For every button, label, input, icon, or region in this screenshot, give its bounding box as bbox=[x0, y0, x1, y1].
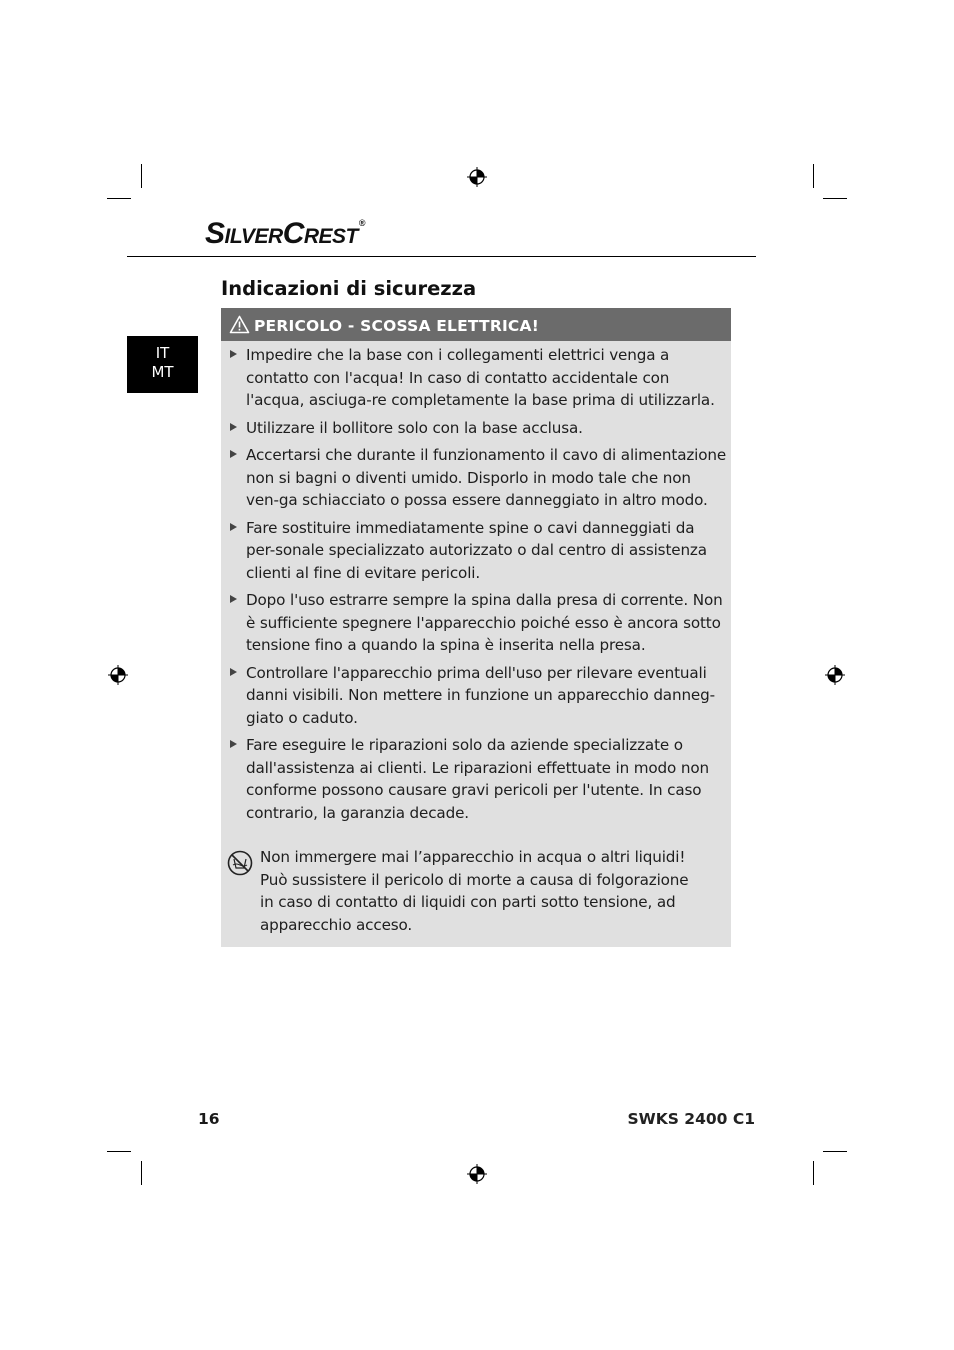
list-item: Impedire che la base con i collegamenti elettrici venga a contatto con l'acqua! In caso di contatto accidentale con l'acqua, asciuga-re completamente la base prima di utilizzarla. bbox=[221, 344, 731, 412]
registration-mark-icon bbox=[825, 665, 845, 685]
list-item: Fare sostituire immediatamente spine o cavi danneggiati da per-sonale specializzato autorizzato o dal centro di assistenza clienti al fine di evitare pericoli. bbox=[221, 517, 731, 585]
language-tab bbox=[127, 336, 198, 393]
bullet-arrow-icon bbox=[230, 423, 237, 431]
crop-mark-icon bbox=[823, 198, 847, 199]
crop-mark-icon bbox=[107, 198, 131, 199]
language-code: MT bbox=[151, 363, 174, 381]
list-item: Fare eseguire le riparazioni solo da aziende specializzate o dall'assistenza ai clienti. Le riparazioni effettuate in modo non conforme possono causare gravi pericoli per l'utente. In caso contrario, la garanzia decade. bbox=[221, 734, 731, 824]
list-item: Accertarsi che durante il funzionamento il cavo di alimentazione non si bagni o diventi umido. Disporlo in modo tale che non ven-ga schiacciato o possa essere danneggiato in altro modo. bbox=[221, 444, 731, 512]
bullet-arrow-icon bbox=[230, 595, 237, 603]
bullet-arrow-icon bbox=[230, 523, 237, 531]
bullet-arrow-icon bbox=[230, 450, 237, 458]
crop-mark-icon bbox=[813, 1161, 814, 1185]
no-immersion-icon bbox=[227, 850, 253, 876]
list-item: Utilizzare il bollitore solo con la base acclusa. bbox=[221, 417, 731, 440]
note-text: Non immergere mai l’apparecchio in acqua o altri liquidi! Può sussistere il pericolo di morte a causa di folgorazione in caso di contatto di liquidi con parti sotto tensione, ad apparecchio acceso. bbox=[260, 848, 689, 934]
registration-mark-icon bbox=[467, 167, 487, 187]
model-number: SWKS 2400 C1 bbox=[627, 1110, 755, 1128]
page-number: 16 bbox=[198, 1110, 220, 1128]
bullet-arrow-icon bbox=[230, 740, 237, 748]
bullet-arrow-icon bbox=[230, 668, 237, 676]
list-item: Dopo l'uso estrarre sempre la spina dalla presa di corrente. Non è sufficiente spegnere l'apparecchio poiché esso è ancora sotto tensione fino a quando la spina è inserita nella presa. bbox=[221, 589, 731, 657]
section-title: Indicazioni di sicurezza bbox=[221, 277, 477, 300]
registration-mark-icon bbox=[467, 1164, 487, 1184]
bullet-arrow-icon bbox=[230, 350, 237, 358]
warning-header-text: PERICOLO - SCOSSA ELETTRICA! bbox=[254, 317, 539, 335]
crop-mark-icon bbox=[107, 1151, 131, 1152]
registration-mark-icon bbox=[108, 665, 128, 685]
warning-triangle-icon bbox=[229, 315, 250, 334]
crop-mark-icon bbox=[813, 164, 814, 188]
brand-logo: SILVERCREST® bbox=[205, 217, 366, 250]
warning-box bbox=[221, 308, 731, 947]
safety-list bbox=[221, 344, 731, 829]
language-code: IT bbox=[155, 344, 170, 362]
crop-mark-icon bbox=[141, 1161, 142, 1185]
warning-header bbox=[221, 308, 731, 341]
header-rule bbox=[127, 256, 756, 257]
crop-mark-icon bbox=[141, 164, 142, 188]
list-item: Controllare l'apparecchio prima dell'uso per rilevare eventuali danni visibili. Non mettere in funzione un apparecchio danneg-giato o caduto. bbox=[221, 662, 731, 730]
crop-mark-icon bbox=[823, 1151, 847, 1152]
